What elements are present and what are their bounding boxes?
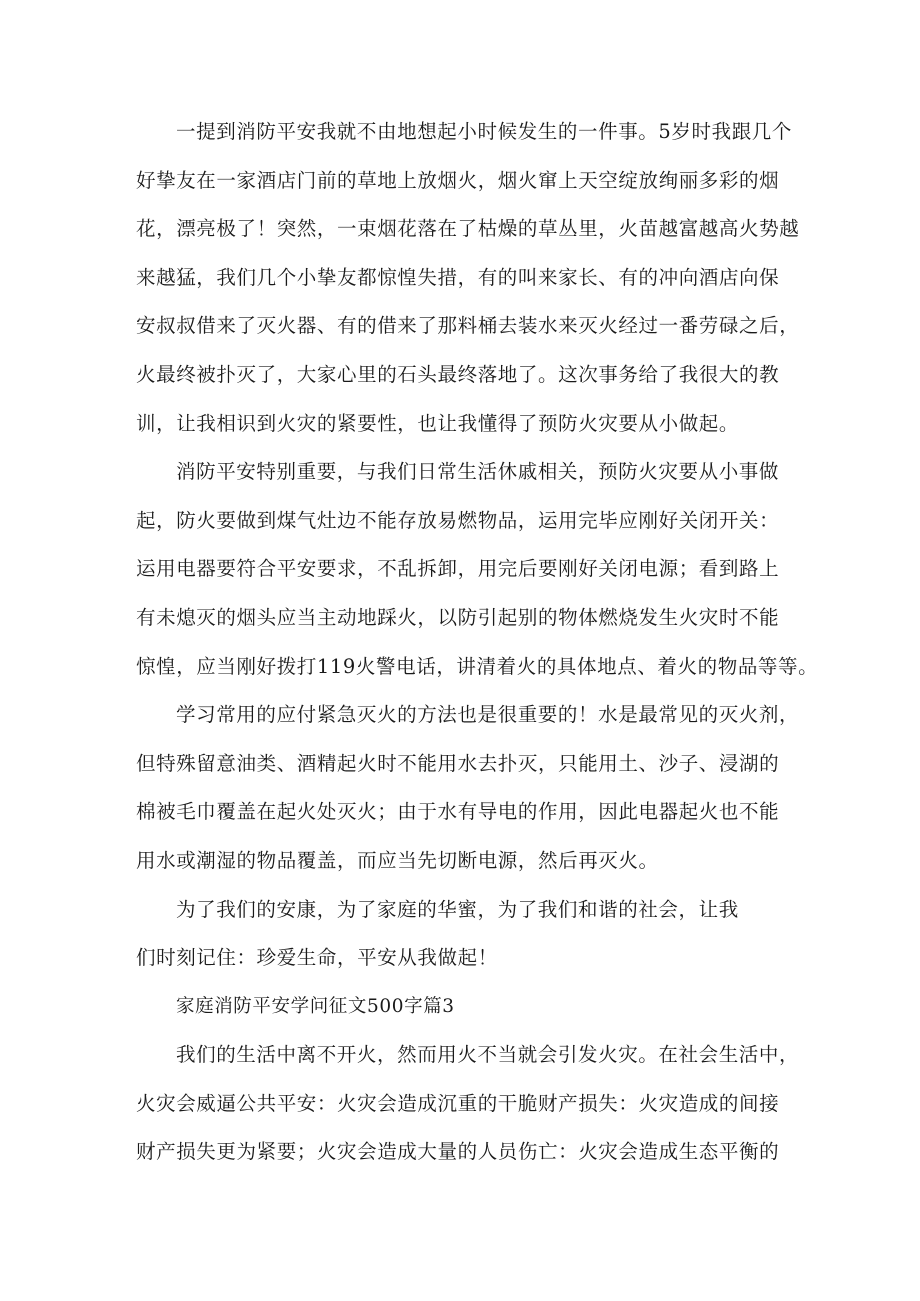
text-line: 安叔叔借来了灭火器、有的借来了那料桶去装水来灭火经过一番劳碌之后，: [136, 314, 800, 338]
text-line: 们时刻记住：珍爱生命，平安从我做起！: [136, 946, 498, 970]
text-line: 训，让我相识到火灾的紧要性，也让我懂得了预防火灾要从小做起。: [136, 411, 740, 435]
text-line: 惊惶，应当刚好拨打119火警电话，讲清着火的具体地点、着火的物品等等。: [136, 654, 819, 678]
section-heading: 家庭消防平安学问征文500字篇3: [176, 995, 455, 1017]
text-line: 起，防火要做到煤气灶边不能存放易燃物品，运用完毕应刚好关闭开关：: [136, 508, 780, 532]
text-line: 运用电器要符合平安要求，不乱拆卸，用完后要刚好关闭电源；看到路上: [136, 557, 780, 581]
text-line: 财产损失更为紧要；火灾会造成大量的人员伤亡：火灾会造成生态平衡的: [136, 1140, 780, 1164]
text-line: 有未熄灭的烟头应当主动地踩火，以防引起别的物体燃烧发生火灾时不能: [136, 605, 780, 629]
text-line: 学习常用的应付紧急灭火的方法也是很重要的！水是最常见的灭火剂，: [176, 703, 800, 727]
text-line: 但特殊留意油类、酒精起火时不能用水去扑灭，只能用土、沙子、浸湖的: [136, 751, 780, 775]
text-line: 消防平安特别重要，与我们日常生活休戚相关，预防火灾要从小事做: [176, 460, 780, 484]
text-line: 来越猛，我们几个小挚友都惊惶失措，有的叫来家长、有的冲向酒店向保: [136, 265, 780, 289]
text-line: 火灾会威逼公共平安：火灾会造成沉重的干脆财产损失：火灾造成的间接: [136, 1091, 780, 1115]
text-line: 花，漂亮极了！突然，一束烟花落在了枯燥的草丛里，火苗越富越高火势越: [136, 217, 800, 241]
text-line: 好挚友在一家酒店门前的草地上放烟火，烟火窜上天空绽放绚丽多彩的烟: [136, 168, 780, 192]
text-line: 棉被毛巾覆盖在起火处灭火；由于水有导电的作用，因此电器起火也不能: [136, 800, 780, 824]
text-line: 一提到消防平安我就不由地想起小时候发生的一件事。5岁时我跟几个: [176, 120, 793, 143]
text-line: 为了我们的安康，为了家庭的华蜜，为了我们和谐的社会，让我: [176, 897, 739, 921]
text-line: 火最终被扑灭了，大家心里的石头最终落地了。这次事务给了我很大的教: [136, 362, 780, 386]
document-body: [136, 108, 819, 1177]
text-line: 我们的生活中离不开火，然而用火不当就会引发火灾。在社会生活中，: [176, 1043, 800, 1067]
text-line: 用水或潮湿的物品覆盖，而应当先切断电源，然后再灭火。: [136, 848, 659, 872]
